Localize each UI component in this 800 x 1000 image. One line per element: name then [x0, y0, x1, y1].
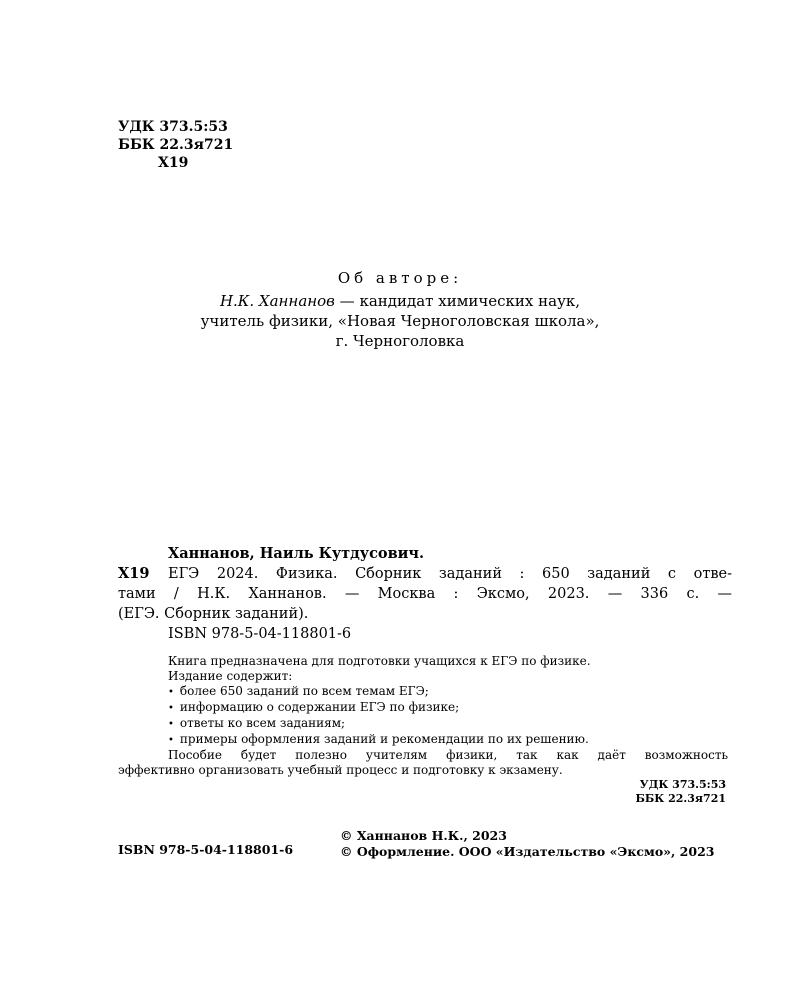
- udk-block-top: [118, 118, 233, 172]
- catalog-line-1: ЕГЭ 2024. Физика. Сборник заданий : 650 заданий с отве-: [168, 566, 732, 582]
- udk-block-bottom: [635, 778, 726, 806]
- catalog-card: [118, 544, 732, 624]
- catalog-description: [118, 564, 732, 624]
- author-name: Н.К. Ханнанов: [219, 292, 335, 310]
- copyright-author: © Ханнанов Н.К., 2023: [340, 828, 507, 843]
- annotation: [118, 654, 728, 778]
- about-heading: Об авторе:: [337, 269, 463, 287]
- list-item: • более 650 заданий по всем темам ЕГЭ;: [168, 684, 728, 700]
- copyright-design: © Оформление. ООО «Издательство «Эксмо», 2023: [340, 844, 715, 859]
- udk-code-bottom: УДК 373.5:53: [639, 778, 726, 791]
- list-item: • примеры оформления заданий и рекомендации по их решению.: [168, 732, 728, 748]
- bbk-code-bottom: ББК 22.3я721: [635, 792, 726, 805]
- annotation-closing-1: Пособие будет полезно учителям физики, так как даёт возможность: [168, 748, 728, 762]
- udk-code: УДК 373.5:53: [118, 119, 228, 135]
- annotation-intro: Книга предназначена для подготовки учащихся к ЕГЭ по физике.: [168, 654, 591, 668]
- annotation-contains: Издание содержит:: [168, 669, 293, 683]
- annotation-closing-2: эффективно организовать учебный процесс и подготовку к экзамену.: [118, 763, 563, 777]
- list-item: • информацию о содержании ЕГЭ по физике;: [168, 700, 728, 716]
- about-line-2: учитель физики, «Новая Черноголовская школа»,: [200, 312, 600, 330]
- copyright-block: [340, 828, 714, 860]
- catalog-author-mark: Х19: [118, 565, 150, 582]
- footer-isbn: ISBN 978-5-04-118801-6: [118, 842, 294, 857]
- list-item: • ответы ко всем заданиям;: [168, 716, 728, 732]
- bbk-code: ББК 22.3я721: [118, 137, 234, 153]
- about-author: [150, 268, 650, 351]
- author-mark: Х19: [158, 155, 189, 171]
- about-line-3: г. Черноголовка: [335, 332, 465, 350]
- author-degree: — кандидат химических наук,: [334, 292, 581, 310]
- catalog-line-2: тами / Н.К. Ханнанов. — Москва : Эксмо, 2023. — 336 с. —: [118, 586, 732, 602]
- catalog-author: Ханнанов, Наиль Кутдусович.: [168, 545, 425, 562]
- about-line-1: [150, 291, 650, 311]
- catalog-isbn: ISBN 978-5-04-118801-6: [168, 626, 352, 642]
- catalog-line-3: (ЕГЭ. Сборник заданий).: [118, 606, 309, 622]
